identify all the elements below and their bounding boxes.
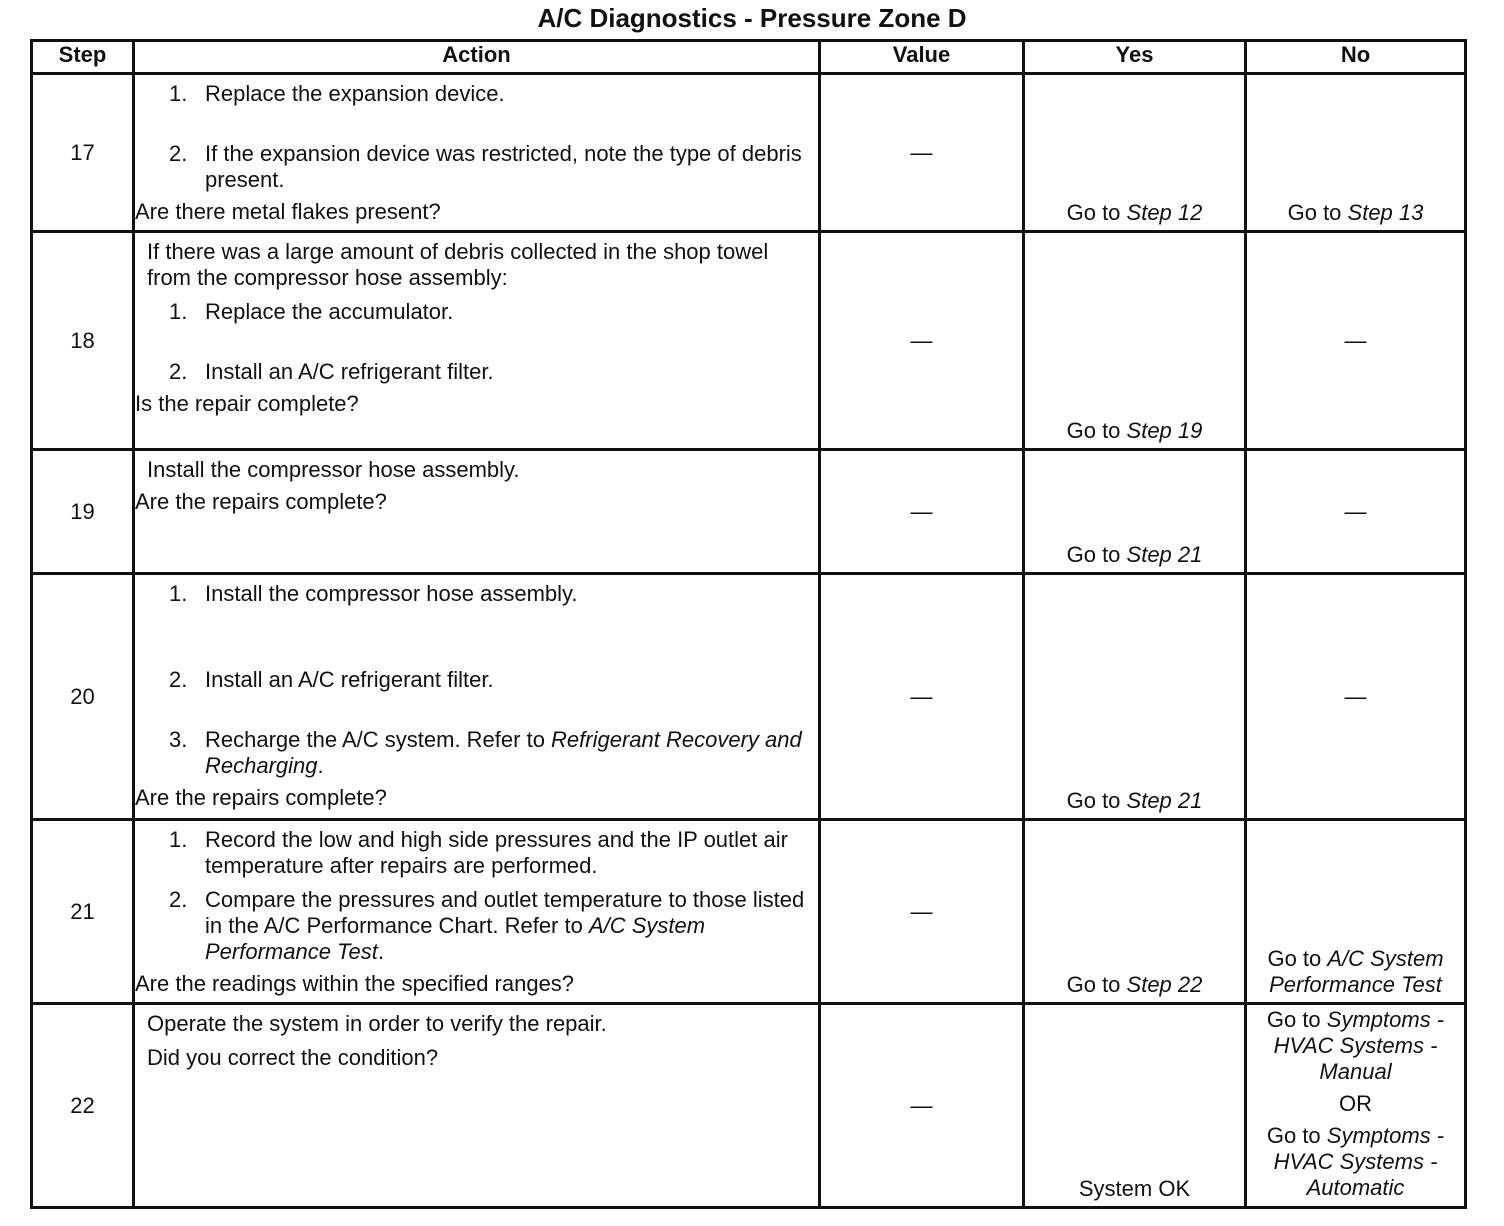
action-item: 3. Recharge the A/C system. Refer to Refrigerant Recovery and Recharging. bbox=[169, 727, 802, 778]
step-number: 17 bbox=[32, 74, 134, 232]
reference-link[interactable]: A/C System Performance Test bbox=[1269, 946, 1444, 997]
yes-cell: Go to Step 21 bbox=[1024, 574, 1246, 820]
action-intro: If there was a large amount of debris collected in the shop towel from the compressor hose assembly: bbox=[147, 239, 769, 290]
step-link[interactable]: Step 21 bbox=[1126, 788, 1203, 813]
action-question: Is the repair complete? bbox=[135, 391, 359, 416]
action-question: Are the repairs complete? bbox=[135, 489, 387, 514]
no-cell: Go to Symptoms - HVAC Systems - Manual OR Go to Symptoms - HVAC Systems - Automatic bbox=[1246, 1004, 1466, 1208]
action-item: 2. If the expansion device was restricted, note the type of debris present. bbox=[169, 141, 802, 192]
action-question: Did you correct the condition? bbox=[147, 1045, 439, 1070]
value-cell: — bbox=[820, 232, 1024, 450]
reference-link[interactable]: Refrigerant Recovery and Recharging bbox=[205, 727, 802, 778]
header-yes: Yes bbox=[1024, 41, 1246, 74]
step-link[interactable]: Step 12 bbox=[1126, 200, 1203, 225]
action-question: Are the readings within the specified ranges? bbox=[135, 971, 575, 996]
value-cell: — bbox=[820, 574, 1024, 820]
action-cell bbox=[134, 574, 820, 820]
yes-text: System OK bbox=[1078, 1176, 1191, 1201]
action-cell bbox=[134, 450, 820, 574]
step-link[interactable]: Step 22 bbox=[1126, 972, 1203, 997]
header-value: Value bbox=[820, 41, 1024, 74]
yes-cell: Go to Step 22 bbox=[1024, 820, 1246, 1004]
action-item: 1. Install the compressor hose assembly. bbox=[169, 581, 578, 606]
action-question: Are the repairs complete? bbox=[135, 785, 387, 810]
table-row bbox=[32, 820, 1466, 1004]
action-item: 2. Install an A/C refrigerant filter. bbox=[169, 359, 494, 384]
no-cell: — bbox=[1246, 450, 1466, 574]
page-title: A/C Diagnostics - Pressure Zone D bbox=[537, 3, 967, 33]
action-cell bbox=[134, 74, 820, 232]
step-link[interactable]: Step 21 bbox=[1126, 542, 1203, 567]
yes-cell: Go to Step 21 bbox=[1024, 450, 1246, 574]
action-item: 1. Replace the accumulator. bbox=[169, 299, 454, 324]
action-cell bbox=[134, 232, 820, 450]
action-intro: Install the compressor hose assembly. bbox=[147, 457, 520, 482]
header-step: Step bbox=[32, 41, 134, 74]
table-row bbox=[32, 232, 1466, 450]
action-item: 2. Install an A/C refrigerant filter. bbox=[169, 667, 494, 692]
action-cell bbox=[134, 1004, 820, 1208]
no-cell: — bbox=[1246, 574, 1466, 820]
step-number: 19 bbox=[32, 450, 134, 574]
step-link[interactable]: Step 19 bbox=[1126, 418, 1203, 443]
value-cell: — bbox=[820, 820, 1024, 1004]
step-link[interactable]: Step 13 bbox=[1347, 200, 1424, 225]
step-number: 21 bbox=[32, 820, 134, 1004]
diagnostic-table bbox=[30, 39, 1467, 1209]
no-cell: Go to A/C System Performance Test bbox=[1246, 820, 1466, 1004]
no-cell: — bbox=[1246, 232, 1466, 450]
action-intro: Operate the system in order to verify the repair. bbox=[147, 1011, 607, 1036]
value-cell: — bbox=[820, 74, 1024, 232]
table-row bbox=[32, 74, 1466, 232]
value-cell: — bbox=[820, 450, 1024, 574]
reference-link[interactable]: Symptoms - HVAC Systems - Automatic bbox=[1273, 1123, 1445, 1200]
step-number: 20 bbox=[32, 574, 134, 820]
action-item: 1. Record the low and high side pressures and the IP outlet air temperature after repairs are performed. bbox=[169, 827, 788, 878]
step-number: 22 bbox=[32, 1004, 134, 1208]
action-cell bbox=[134, 820, 820, 1004]
reference-link[interactable]: A/C System Performance Test bbox=[205, 913, 706, 964]
action-item: 1. Replace the expansion device. bbox=[169, 81, 505, 106]
table-header-row bbox=[32, 41, 1466, 74]
table-row bbox=[32, 574, 1466, 820]
value-cell: — bbox=[820, 1004, 1024, 1208]
yes-cell bbox=[1024, 1004, 1246, 1208]
table-row bbox=[32, 1004, 1466, 1208]
yes-cell: Go to Step 19 bbox=[1024, 232, 1246, 450]
no-cell: Go to Step 13 bbox=[1246, 74, 1466, 232]
header-action: Action bbox=[134, 41, 820, 74]
table-row bbox=[32, 450, 1466, 574]
yes-cell: Go to Step 12 bbox=[1024, 74, 1246, 232]
or-separator: OR bbox=[1339, 1091, 1372, 1116]
step-number: 18 bbox=[32, 232, 134, 450]
reference-link[interactable]: Symptoms - HVAC Systems - Manual bbox=[1273, 1007, 1445, 1084]
action-question: Are there metal flakes present? bbox=[135, 199, 441, 224]
action-item: 2. Compare the pressures and outlet temperature to those listed in the A/C Performance Chart. Refer to A/C System Performance Test. bbox=[169, 887, 805, 964]
header-no: No bbox=[1246, 41, 1466, 74]
